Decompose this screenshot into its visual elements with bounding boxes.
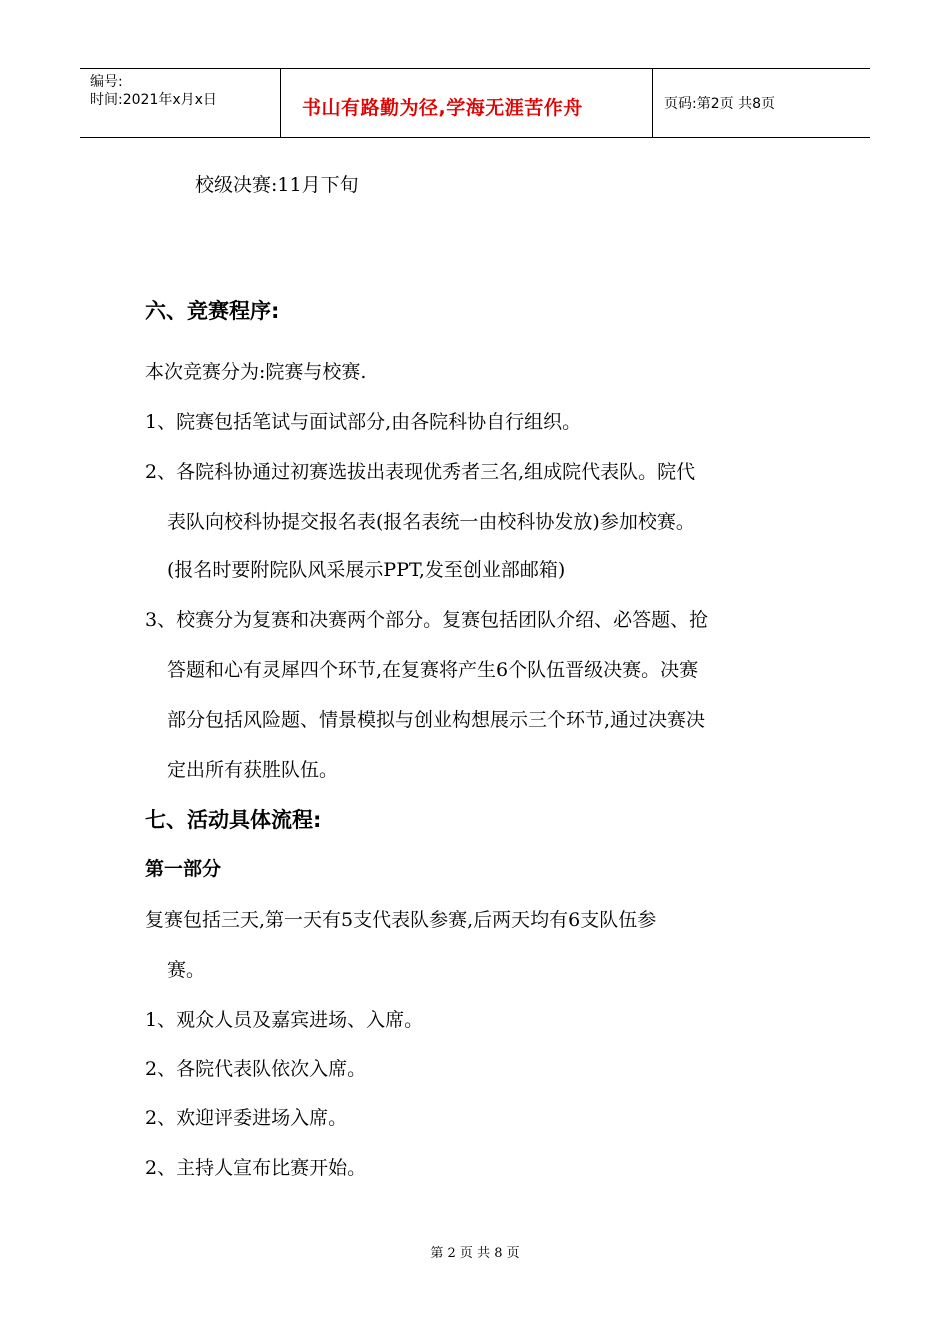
list-item-2-line1: 2、各院科协通过初赛选拔出表现优秀者三名,组成院代表队。院代 bbox=[145, 461, 696, 483]
page-header bbox=[80, 68, 870, 138]
page-footer: 第 2 页 共 8 页 bbox=[430, 1246, 520, 1261]
final-schedule: 校级决赛:11月下旬 bbox=[195, 174, 359, 196]
part1-heading: 第一部分 bbox=[145, 858, 222, 880]
step-4: 2、主持人宣布比赛开始。 bbox=[145, 1157, 367, 1179]
header-right-cell bbox=[654, 69, 870, 137]
step-2: 2、各院代表队依次入席。 bbox=[145, 1058, 367, 1080]
list-item-2-line2: 表队向校科协提交报名表(报名表统一由校科协发放)参加校赛。 bbox=[167, 511, 695, 533]
step-1: 1、观众人员及嘉宾进场、入席。 bbox=[145, 1009, 424, 1031]
step-3: 2、欢迎评委进场入席。 bbox=[145, 1107, 348, 1129]
header-middle-cell bbox=[282, 69, 653, 137]
section6-heading: 六、竞赛程序: bbox=[145, 299, 280, 323]
list-item-3-line4: 定出所有获胜队伍。 bbox=[167, 759, 339, 781]
section7-heading: 七、活动具体流程: bbox=[145, 808, 322, 832]
number-label: 编号: bbox=[90, 74, 123, 90]
page-label: 页码:第2页 共8页 bbox=[664, 96, 775, 112]
list-item-1: 1、院赛包括笔试与面试部分,由各院科协自行组织。 bbox=[145, 411, 582, 433]
list-item-3-line2: 答题和心有灵犀四个环节,在复赛将产生6个队伍晋级决赛。决赛 bbox=[167, 659, 699, 681]
list-item-3-line3: 部分包括风险题、情景模拟与创业构想展示三个环节,通过决赛决 bbox=[167, 709, 706, 731]
list-item-3-line1: 3、校赛分为复赛和决赛两个部分。复赛包括团队介绍、必答题、抢 bbox=[145, 609, 709, 631]
time-label: 时间:2021年x月x日 bbox=[90, 92, 217, 108]
motto-text: 书山有路勤为径,学海无涯苦作舟 bbox=[302, 97, 583, 119]
part1-line1: 复赛包括三天,第一天有5支代表队参赛,后两天均有6支队伍参 bbox=[145, 909, 657, 931]
header-left-cell bbox=[80, 69, 281, 137]
list-item-2-line3: (报名时要附院队风采展示PPT,发至创业部邮箱) bbox=[167, 559, 566, 581]
section6-intro: 本次竞赛分为:院赛与校赛. bbox=[145, 361, 367, 383]
part1-line2: 赛。 bbox=[167, 959, 206, 981]
